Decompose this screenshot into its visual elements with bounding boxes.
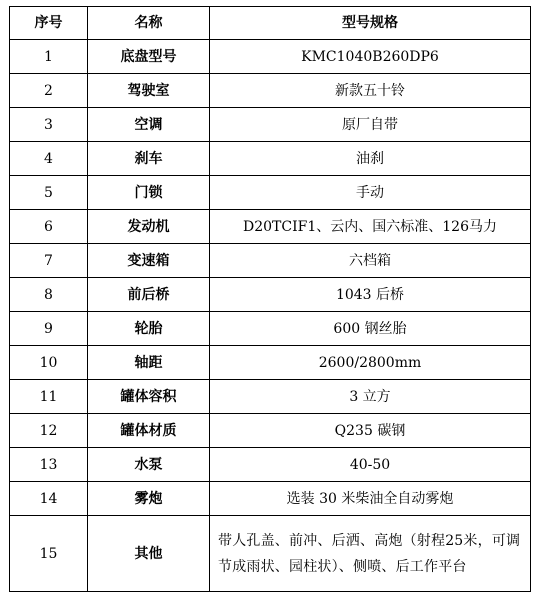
cell-no: 2	[10, 74, 88, 108]
table-row	[10, 312, 531, 346]
table-row	[10, 516, 531, 592]
cell-name: 水泵	[88, 448, 210, 482]
cell-spec: 600 钢丝胎	[210, 312, 531, 346]
table-row	[10, 448, 531, 482]
cell-no: 7	[10, 244, 88, 278]
table-row	[10, 108, 531, 142]
cell-no: 8	[10, 278, 88, 312]
cell-name: 前后桥	[88, 278, 210, 312]
cell-no: 1	[10, 40, 88, 74]
cell-no: 13	[10, 448, 88, 482]
cell-spec: 40-50	[210, 448, 531, 482]
cell-name: 空调	[88, 108, 210, 142]
cell-spec: 2600/2800mm	[210, 346, 531, 380]
cell-name: 变速箱	[88, 244, 210, 278]
cell-no: 15	[10, 516, 88, 592]
cell-name: 刹车	[88, 142, 210, 176]
cell-spec: 原厂自带	[210, 108, 531, 142]
cell-spec: 新款五十铃	[210, 74, 531, 108]
table-row	[10, 346, 531, 380]
cell-no: 3	[10, 108, 88, 142]
cell-name: 发动机	[88, 210, 210, 244]
cell-spec: 手动	[210, 176, 531, 210]
cell-name: 轮胎	[88, 312, 210, 346]
cell-no: 9	[10, 312, 88, 346]
cell-spec: Q235 碳钢	[210, 414, 531, 448]
cell-spec: 3 立方	[210, 380, 531, 414]
cell-name: 罐体材质	[88, 414, 210, 448]
cell-spec: D20TCIF1、云内、国六标准、126马力	[210, 210, 531, 244]
cell-no: 4	[10, 142, 88, 176]
cell-spec: KMC1040B260DP6	[210, 40, 531, 74]
cell-no: 6	[10, 210, 88, 244]
header-no: 序号	[10, 7, 88, 40]
cell-name: 其他	[88, 516, 210, 592]
cell-no: 11	[10, 380, 88, 414]
table-row	[10, 482, 531, 516]
table-row	[10, 142, 531, 176]
table-row	[10, 40, 531, 74]
cell-no: 5	[10, 176, 88, 210]
table-row	[10, 74, 531, 108]
cell-spec: 六档箱	[210, 244, 531, 278]
cell-no: 14	[10, 482, 88, 516]
header-name: 名称	[88, 7, 210, 40]
cell-name: 罐体容积	[88, 380, 210, 414]
table-row	[10, 176, 531, 210]
table-row	[10, 210, 531, 244]
cell-name: 雾炮	[88, 482, 210, 516]
spec-table	[9, 6, 531, 592]
cell-spec: 带人孔盖、前冲、后洒、高炮（射程25米，可调节成雨状、园柱状）、侧喷、后工作平台	[210, 516, 531, 592]
cell-spec: 选装 30 米柴油全自动雾炮	[210, 482, 531, 516]
cell-name: 门锁	[88, 176, 210, 210]
cell-spec: 油刹	[210, 142, 531, 176]
table-row	[10, 414, 531, 448]
table-row	[10, 244, 531, 278]
table-row	[10, 278, 531, 312]
table-row	[10, 380, 531, 414]
table-header-row	[10, 7, 531, 40]
cell-spec: 1043 后桥	[210, 278, 531, 312]
cell-no: 10	[10, 346, 88, 380]
cell-name: 驾驶室	[88, 74, 210, 108]
cell-name: 底盘型号	[88, 40, 210, 74]
cell-no: 12	[10, 414, 88, 448]
cell-name: 轴距	[88, 346, 210, 380]
header-spec: 型号规格	[210, 7, 531, 40]
